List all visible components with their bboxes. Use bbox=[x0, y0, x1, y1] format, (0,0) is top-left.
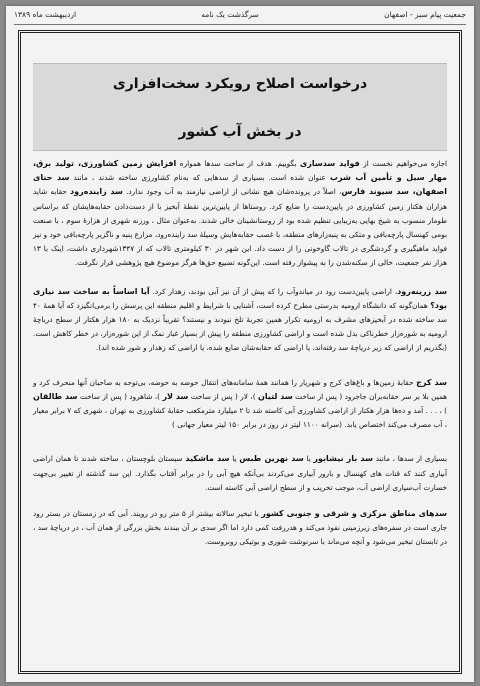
emphasis-text: سد بار نیشابور bbox=[313, 454, 373, 464]
paragraph bbox=[33, 157, 447, 271]
body-text: سیستان بلوچستان ، ساخته شدند تا همان اراضی آبیاری کنند که قنات های کهنسال و بارور آبیاری می‌کردند بی‌آنکه هیچ آبی را در برابر آفتاب بگذارد. این سد گذشته از تغییر بی‌جهت خسارت آب‌سپاری اراضی آب، موجب تخریب و از سطح اراضی آبی کاسته است. bbox=[33, 454, 447, 492]
header-section: سرگذشت یک نامه bbox=[201, 10, 259, 19]
emphasis-text: سد ماشکید bbox=[185, 454, 230, 464]
body-text: ) ، . . . آمد و ده‌ها هزار هکتار از اراضی کشاورزی آبی کاسته شد تا ۲ میلیارد مترمکعب حقابهٔ کشاورزی به تهران ، شهری که ۷ برابر معیار ، آب مصرف می‌کند اختصاص یابد. (سرانه ۱۱۰۰ لیتر در روز در برابر ۱۵۰ لیتر معیار جهانی ) bbox=[33, 406, 448, 430]
letter-body bbox=[33, 157, 447, 550]
emphasis-text: سد زاینده‌رود bbox=[70, 187, 123, 197]
body-text: )، شاهرود ( پس از ساخت bbox=[77, 391, 163, 401]
emphasis-text: سدهای مناطق مرکزی و شرقی و جنوبی کشور bbox=[261, 509, 448, 519]
emphasis-text: افزایش زمین کشاورزی، تولید برق، مهار سیل و تأمین آب شرب bbox=[33, 159, 447, 183]
page-border bbox=[18, 30, 462, 674]
paragraph bbox=[33, 376, 447, 433]
emphasis-text: سد زرینه‌رود bbox=[397, 286, 447, 296]
body-text: ، اصلاً در پرونده‌شان هیچ نشانی از اراضی نیازمند به آب وجود ندارد. bbox=[122, 187, 342, 197]
emphasis-text: سد لار bbox=[162, 391, 189, 401]
body-text: بسیاری از سدها ، مانند bbox=[372, 454, 447, 464]
page-header bbox=[14, 10, 466, 25]
title-banner bbox=[33, 63, 447, 151]
header-date: اردیبهشت ماه ۱۳۸۹ bbox=[14, 10, 77, 19]
body-text: عنوان شده است. بسیاری از سدهایی که به‌نام کشاورزی ساخته شدند ، مانند bbox=[69, 173, 330, 183]
paragraph bbox=[33, 507, 447, 550]
body-text: حقابه شاید هزاران هکتار زمین کشاورزی در پایین‌دست را ضایع کرد. روستاها از پایین‌ترین نقطهٔ آبخیز با از دست‌دادن حقابه‌هایشان که براساس طومار منسوب به شیخ بهایی به‌زیبایی تنظیم شده بود از روستانشینان خالی شدند. به‌عنوان مثال ، ورزنه شهری از هزارهٔ سوم ، با صنعت بومی کهنسال پارچه‌بافی و متکی به پنبه‌زارهای منطقه، با غصب حقابه‌هایش وسیلهٔ سد زاینده‌رود، مزارع پنبه و ناگزیر پارچه‌بافی خود و نیز فواید ماهیگیری و گردشگری در تالاب گاوخونی را از دست داد. این شهر در ۳۰ کیلومتری تالاب که از ۱۳۴۷شهرداری داشت، اینک با ۱۳ هزار نفر جمعیت، خالی از سکنه‌شدن را به پیشواز رفته است. این‌گونه تضییع حق‌ها هرگز موضوع هیچ پژوهشی قرار نگرفت. bbox=[33, 187, 448, 268]
emphasis-text: سد حنای اصفهان، سد سیوند فارس bbox=[33, 173, 447, 197]
emphasis-text: سد کرج bbox=[416, 377, 447, 387]
document-page bbox=[6, 6, 474, 682]
title-line-2: در بخش آب کشور bbox=[178, 124, 302, 140]
title-line-1: درخواست اصلاح رویکرد سخت‌افزاری bbox=[112, 76, 368, 92]
body-text: بگوییم. هدف از ساخت سدها همواره bbox=[176, 159, 300, 168]
header-org: جمعیت پیام سبز - اصفهان bbox=[384, 10, 466, 19]
emphasis-text: سد نهرین طبس bbox=[239, 454, 304, 464]
emphasis-text: آیا اساساً به ساخت سد نیازی بود؟ bbox=[33, 286, 447, 310]
body-text: با تبخیر سالانه بیشتر از ۵ متر رو در رویند. آبی که در زمستان در بستر رود جاری است در سفره‌های زیرزمینی نفوذ می‌کند و هدررفت کمی دارد اما اگر سدی بر آن ببندند بخش بزرگی از همان آب ، در دریاچهٔ سد ، در تابستان تبخیر می‌شود و آنچه می‌ماند با سرنوشت شوری و بوتیکی روبروست. bbox=[33, 509, 447, 547]
body-text: یا bbox=[303, 454, 314, 464]
body-text: اجازه می‌خواهیم نخست از bbox=[359, 159, 448, 168]
body-text: ، اراضی پایین‌دست رود در میاندوآب را که پیش از آن نیز آبی بودند، زهدار کرد. bbox=[149, 286, 398, 296]
paragraph bbox=[33, 452, 447, 495]
body-text: همان‌گونه که دانشگاه ارومیه بدرستی مطرح کرده است، آشنایی با شرایط و اقلیم منطقه این پرسش را برمی‌انگیزد که آیا همهٔ ۴۰ سد ساخته شده در آبخیزهای مشرف به ارومیه تکرار همین تجربهٔ تلخ نبودند و نیستند؟ تقریباً نزدیک به ۱۸۰ هزار هکتار از سطح دریاچهٔ ارومیه به شوره‌زار خطرناکی بدل شده است و اراضی کشاورزی منطقه را پیش از بسیار غبار نمک از این شوره‌زار، در خطر کاهش است. (بگذریم از اراضی که زیر دریاچهٔ سد رفته‌اند، یا اراضی که حقابه‌شان ضایع شده، یا اراضی که زهدار و شور شده اند). bbox=[33, 300, 447, 353]
body-text: حقابهٔ زمین‌ها و باغ‌های کرج و شهریار را همانند همهٔ سامانه‌های انتقال حوضه به حوضه، بی‌توجه به صاحبان آنها منحرف کرد و همین بلا بر سر حقابه‌بران جاجرود ( پس از ساخت bbox=[33, 377, 448, 401]
paragraph bbox=[33, 285, 447, 356]
body-text: )، لار ( پس از ساخت bbox=[188, 391, 258, 401]
emphasis-text: سد طالقان bbox=[33, 391, 78, 401]
emphasis-text: فواید سدسازی bbox=[299, 159, 360, 168]
body-text: یا bbox=[229, 454, 240, 464]
emphasis-text: سد لتیان bbox=[258, 391, 293, 401]
